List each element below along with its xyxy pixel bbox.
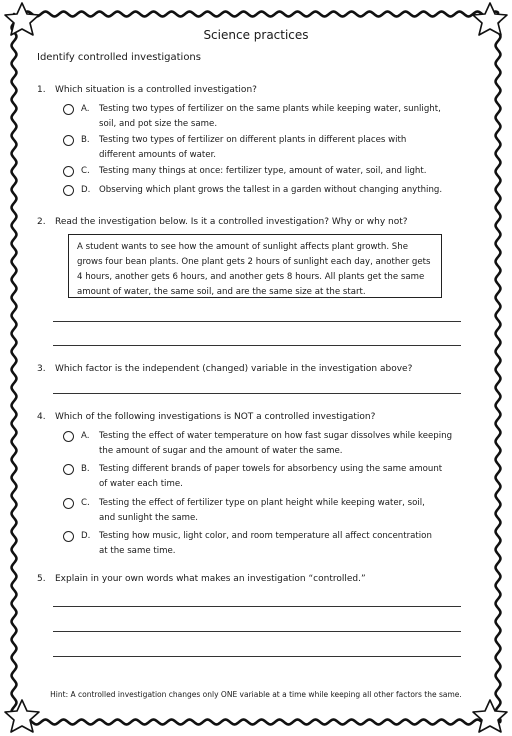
answer-line[interactable] [53,656,461,657]
radio-button[interactable] [63,464,74,475]
question-number: 5. [37,574,46,584]
option-text: Testing the effect of water temperature on how fast sugar dissolves while keeping the amount of sugar and the amount of water the same. [99,431,453,456]
question-prompt: Which of the following investigations is NOT a controlled investigation? [55,412,376,422]
radio-button[interactable] [63,104,74,115]
answer-line[interactable] [53,631,461,632]
radio-button[interactable] [63,185,74,196]
option-text: Testing the effect of fertilizer type on plant height while keeping water, soil, and sunlight the same. [99,498,425,523]
option-text: Testing different brands of paper towels for absorbency using the same amount of water each time. [99,464,443,489]
question-prompt: Which factor is the independent (changed) variable in the investigation above? [55,364,413,374]
worksheet: Science practices Identify controlled investigations 1. Which situation is a controlled investigation? A. Testing two types of fertilizer on the same plants while keeping water, sunlight, soil, and pot size the same. B. Testing two types of fertilizer on different plants in different places with different amounts of water. C. Testing many things at once: fertilizer type, amount of water, soil, and light. D. Observing which plant grows the tallest in a garden without changing anything. 2. Read the investigation below. Is it a controlled investigation? Why or why not? A student wants to see how the amount of sunlight affects plant growth. She grows four bean plants. One plant gets 2 hours of sunlight each day, another gets 4 hours, another gets 6 hours, and another gets 8 hours. All plants get the same amount of water, the same soil, and are the same size at the start. 3. Which factor is the independent (changed) variable in the investigation above? 4. Which of the following investigations is NOT a controlled investigation? A. Testing the effect of water temperature on how fast sugar dissolves while keeping the amount of sugar and the amount of water the same. B. Testing different brands of paper towels for absorbency using the same amount of water each time. C. Testing the effect of fertilizer type on plant height while keeping water, soil, and sunlight the same. D. Testing how music, light color, and room temperature all affect concentration at the same time. 5. Explain in your own words what makes an investigation “controlled.” Hint: A controlled investigation changes only ONE variable at a time while keeping all other factors the same. [0,0,512,736]
question-number: 4. [37,412,46,422]
page-title: Science practices [203,28,309,42]
question-prompt: Read the investigation below. Is it a controlled investigation? Why or why not? [55,217,408,227]
hint-text: Hint: A controlled investigation changes only ONE variable at a time while keeping all other factors the same. [50,690,462,699]
question-number: 3. [37,364,46,374]
answer-line[interactable] [53,393,461,394]
radio-button[interactable] [63,135,74,146]
answer-line[interactable] [53,321,461,322]
question-1 [37,84,257,97]
radio-button[interactable] [63,531,74,542]
answer-line[interactable] [53,606,461,607]
question-2 [37,216,408,229]
question-number: 2. [37,217,46,227]
radio-button[interactable] [63,431,74,442]
radio-button[interactable] [63,498,74,509]
option-text: Testing two types of fertilizer on different plants in different places with different amounts of water. [99,135,407,160]
question-prompt: Which situation is a controlled investigation? [55,85,257,95]
option-text: Observing which plant grows the tallest in a garden without changing anything. [99,185,443,195]
answer-line[interactable] [53,345,461,346]
option-text: Testing many things at once: fertilizer type, amount of water, soil, and light. [99,166,427,176]
question-3 [37,363,412,376]
question-prompt: Explain in your own words what makes an investigation “controlled.” [55,574,366,584]
option-text: Testing how music, light color, and room temperature all affect concentration at the same time. [99,531,432,556]
question-4 [37,411,375,424]
investigation-passage: A student wants to see how the amount of sunlight affects plant growth. She grows four bean plants. One plant gets 2 hours of sunlight each day, another gets 4 hours, another gets 6 hours, and another gets 8 hours. All plants get the same amount of water, the same soil, and are the same size at the start. [68,234,442,298]
question-5 [37,573,366,586]
question-number: 1. [37,85,46,95]
radio-button[interactable] [63,166,74,177]
page-subtitle: Identify controlled investigations [37,52,201,63]
option-text: Testing two types of fertilizer on the same plants while keeping water, sunlight, soil, and pot size the same. [99,104,441,129]
